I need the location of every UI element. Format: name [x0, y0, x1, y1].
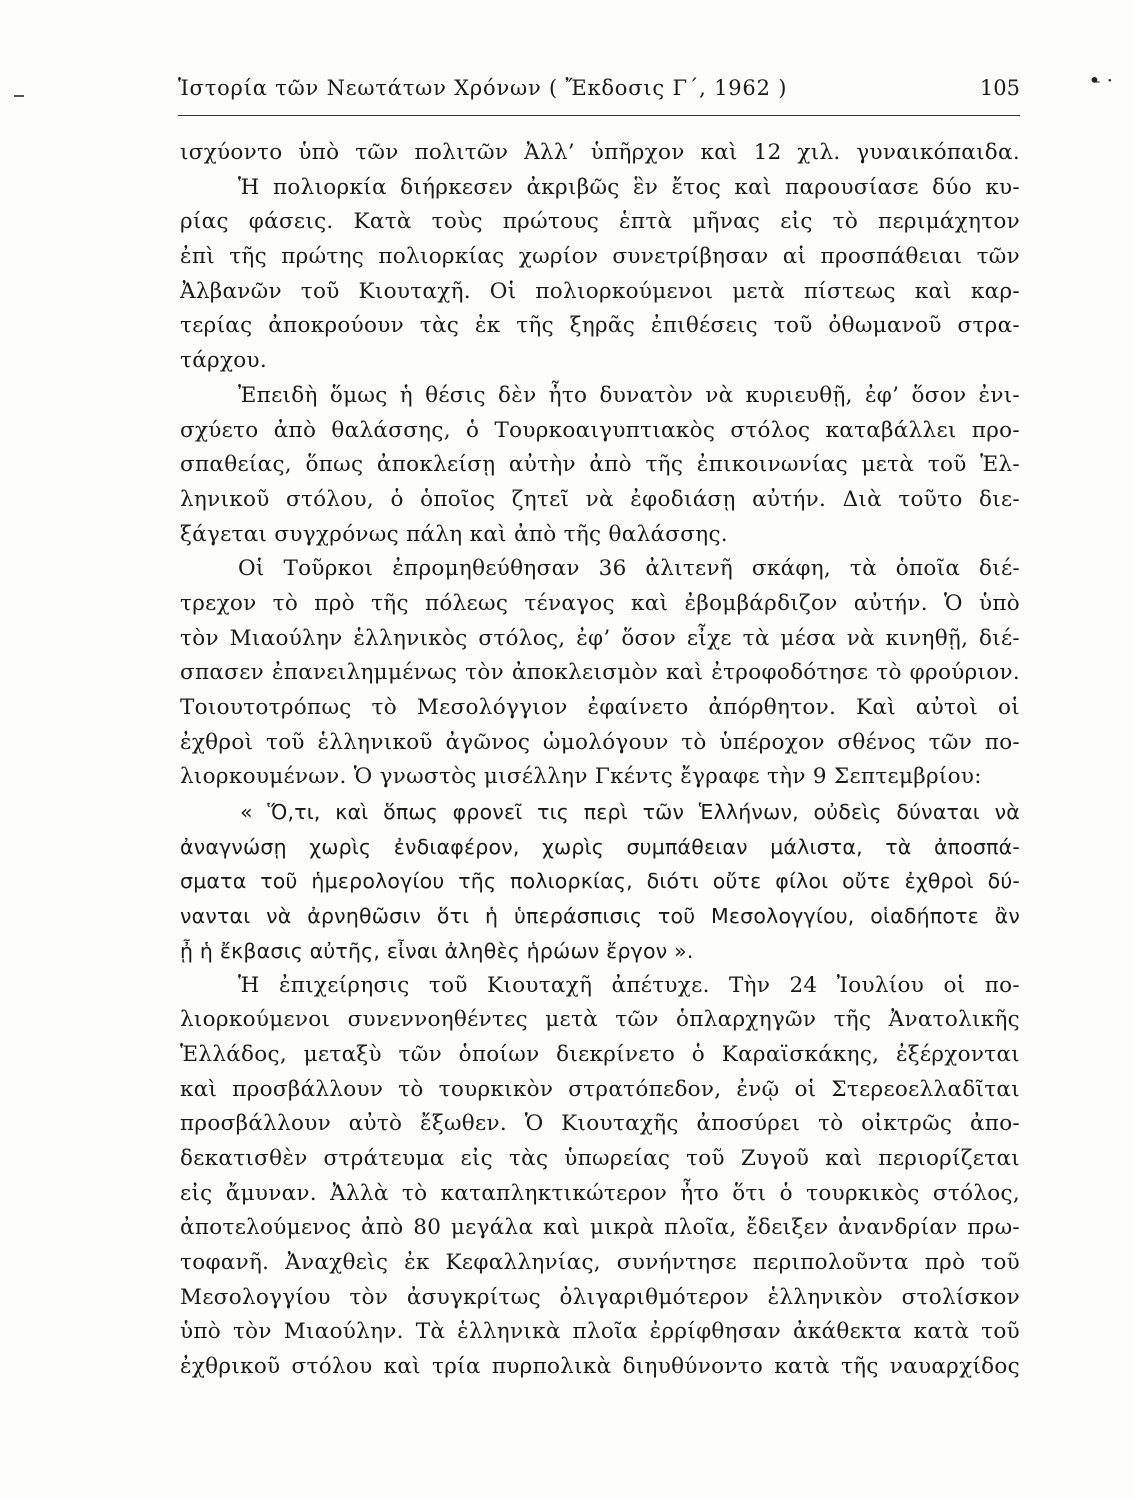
text-line: τερίας ἀποκρούουν τὰς ἐκ τῆς ξηρᾶς ἐπιθέσεις τοῦ ὀθωμανοῦ στρα-	[180, 313, 1020, 339]
text-line: Ἀλβανῶν τοῦ Κιουταχῆ. Οἱ πολιορκούμενοι μετὰ πίστεως καὶ καρ-	[180, 278, 1020, 304]
text-line: τοφανῆ. Ἀναχθεὶς ἐκ Κεφαλληνίας, συνήντησε περιπολοῦντα πρὸ τοῦ	[180, 1250, 1020, 1275]
paragraph	[180, 552, 1020, 795]
text-line: νανται νὰ ἀρνηθῶσιν ὅτι ἡ ὑπεράσπισις τοῦ Μεσολογγίου, οἱαδήποτε ἂν	[180, 904, 1020, 929]
text-line: Οἱ Τοῦρκοι ἐπρομηθεύθησαν 36 ἀλιτενῆ σκάφη, τὰ ὁποῖα διέ-	[238, 556, 1020, 582]
text-line: δεκατισθὲν στράτευμα εἰς τὰς ὑπωρείας τοῦ Ζυγοῦ καὶ περιορίζεται	[180, 1145, 1020, 1171]
text-line: σπασεν ἐπανειλημμένως τὸν ἀποκλεισμὸν καὶ ἐτροφοδότησε τὸ φρούριον.	[180, 660, 1020, 686]
header-rule	[178, 115, 1020, 116]
text-line: ληνικοῦ στόλου, ὁ ὁποῖος ζητεῖ νὰ ἐφοδιάσῃ αὐτήν. Διὰ τοῦτο διε-	[180, 486, 1020, 512]
text-line: Τοιουτοτρόπως τὸ Μεσολόγγιον ἐφαίνετο ἀπόρθητον. Καὶ αὐτοὶ οἱ	[180, 695, 1020, 720]
text-line: Ἡ ἐπιχείρησις τοῦ Κιουταχῆ ἀπέτυχε. Τὴν 24 Ἰουλίου οἱ πο-	[238, 972, 1020, 998]
running-title: Ἱστορία τῶν Νεωτάτων Χρόνων ( Ἔκδοσις Γ΄, 1962 )	[178, 76, 788, 100]
margin-dash	[14, 95, 24, 97]
text-line: καὶ προσβάλλουν τὸ τουρκικὸν στρατόπεδον, ἐνῷ οἱ Στερεοελλαδῖται	[180, 1076, 1020, 1102]
text-line: λιορκουμένων. Ὁ γνωστὸς μισέλλην Γκέντς ἔγραφε τὴν 9 Σεπτεμβρίου:	[180, 764, 982, 790]
page-number: 105	[979, 76, 1020, 100]
text-line: ξάγεται συγχρόνως πάλη καὶ ἀπὸ τῆς θαλάσσης.	[180, 521, 728, 547]
text-line: ἐχθροὶ τοῦ ἑλληνικοῦ ἀγῶνος ὡμολόγουν τὸ ὑπέροχον σθένος τῶν πο-	[180, 729, 1020, 755]
body-text	[180, 136, 1020, 1385]
text-line: ἐπὶ τῆς πρώτης πολιορκίας χωρίον συνετρίβησαν αἱ προσπάθειαι τῶν	[180, 244, 1020, 270]
text-line: ισχύοντο ὑπὸ τῶν πολιτῶν Ἀλλ’ ὑπῆρχον καὶ 12 χιλ. γυναικόπαιδα.	[180, 140, 1020, 165]
text-line: ᾖ ἡ ἔκβασις αὐτῆς, εἶναι ἀληθὲς ἡρώων ἔργον ».	[180, 938, 694, 963]
quotation	[180, 795, 1020, 968]
text-line: τὸν Μιαούλην ἑλληνικὸς στόλος, ἐφ’ ὅσον εἶχε τὰ μέσα νὰ κινηθῇ, διέ-	[180, 625, 1020, 651]
paragraph	[180, 379, 1020, 552]
text-line: προσβάλλουν αὐτὸ ἔξωθεν. Ὁ Κιουταχῆς ἀποσύρει τὸ οἰκτρῶς ἀπο-	[180, 1111, 1020, 1137]
text-line: ἀναγνώσῃ χωρὶς ἐνδιαφέρον, χωρὶς συμπάθειαν μάλιστα, τὰ ἀποσπά-	[180, 834, 1020, 859]
text-line: σματα τοῦ ἡμερολογίου τῆς πολιορκίας, διότι οὔτε φίλοι οὔτε ἐχθροὶ δύ-	[180, 869, 1020, 894]
page-header	[178, 76, 1020, 116]
text-line: τάρχου.	[180, 348, 268, 374]
text-line: Ἑλλάδος, μεταξὺ τῶν ὁποίων διεκρίνετο ὁ Καραϊσκάκης, ἐξέρχονται	[180, 1041, 1020, 1067]
text-line: ρίας φάσεις. Κατὰ τοὺς πρώτους ἑπτὰ μῆνας εἰς τὸ περιμάχητον	[180, 209, 1020, 235]
text-line: τρεχον τὸ πρὸ τῆς πόλεως τέναγος καὶ ἐβομβάρδιζον αὐτήν. Ὁ ὑπὸ	[180, 590, 1020, 616]
text-line: ἀποτελούμενος ἀπὸ 80 μεγάλα καὶ μικρὰ πλοῖα, ἔδειξεν ἀνανδρίαν πρω-	[180, 1215, 1020, 1241]
margin-mark: •̵ ·	[1088, 68, 1113, 92]
text-line: Μεσολογγίου τὸν ἀσυγκρίτως ὀλιγαριθμότερον ἑλληνικὸν στολίσκον	[180, 1284, 1020, 1310]
text-line: λιορκούμενοι συνεννοηθέντες μετὰ τῶν ὁπλαρχηγῶν τῆς Ἀνατολικῆς	[180, 1007, 1020, 1033]
text-line: σχύετο ἀπὸ θαλάσσης, ὁ Τουρκοαιγυπτιακὸς στόλος καταβάλλει προ-	[180, 417, 1020, 443]
text-line: « Ὅ,τι, καὶ ὅπως φρονεῖ τις περὶ τῶν Ἑλλήνων, οὐδεὶς δύναται νὰ	[240, 800, 1020, 825]
text-line: σπαθείας, ὅπως ἀποκλείσῃ αὐτὴν ἀπὸ τῆς ἐπικοινωνίας μετὰ τοῦ Ἑλ-	[180, 452, 1020, 478]
text-line: Ἡ πολιορκία διήρκεσεν ἀκριβῶς ἓν ἔτος καὶ παρουσίασε δύο κυ-	[238, 174, 1020, 200]
text-line: ἐχθρικοῦ στόλου καὶ τρία πυρπολικὰ διηυθύνοντο κατὰ τῆς ναυαρχίδος	[180, 1354, 1020, 1380]
paragraph	[180, 969, 1020, 1385]
text-line: εἰς ἄμυναν. Ἀλλὰ τὸ καταπληκτικώτερον ἦτο ὅτι ὁ τουρκικὸς στόλος,	[180, 1180, 1020, 1206]
paragraph	[180, 171, 1020, 379]
text-line: ὑπὸ τὸν Μιαούλην. Τὰ ἑλληνικὰ πλοῖα ἐρρίφθησαν ἀκάθεκτα κατὰ τοῦ	[180, 1319, 1020, 1345]
paragraph	[180, 136, 1020, 171]
text-line: Ἐπειδὴ ὅμως ἡ θέσις δὲν ἦτο δυνατὸν νὰ κυριευθῇ, ἐφ’ ὅσον ἐνι-	[238, 382, 1020, 408]
